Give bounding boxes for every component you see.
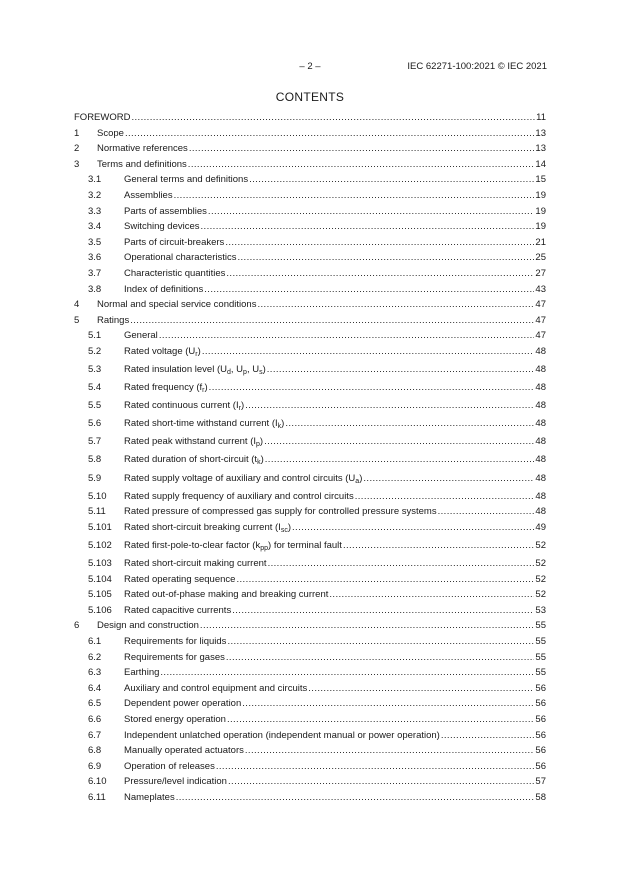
toc-title-part: Index of definitions [124, 283, 204, 295]
toc-entry-title [124, 652, 225, 663]
toc-title-part: ) for terminal fault [268, 539, 342, 551]
toc-leader-dots [227, 714, 534, 725]
toc-entry-title [124, 252, 236, 263]
toc-entry-page: 14 [535, 158, 546, 170]
toc-title-part: ) [204, 382, 208, 394]
toc-leader-dots [363, 473, 534, 484]
standard-reference: IEC 62271-100:2021 © IEC 2021 [407, 61, 547, 72]
toc-entry-title [124, 605, 231, 616]
toc-entry-page: 55 [535, 651, 546, 663]
toc-entry[interactable] [74, 667, 546, 683]
toc-leader-dots [237, 252, 534, 263]
toc-entry[interactable] [74, 636, 546, 652]
toc-entry[interactable] [74, 364, 546, 382]
toc-entry-number: 1 [74, 127, 80, 139]
toc-entry[interactable] [74, 221, 546, 237]
toc-title-part: Nameplates [124, 791, 175, 803]
toc-entry-page: 55 [535, 667, 546, 679]
toc-entry-title [124, 268, 225, 279]
toc-entry-title [124, 745, 244, 756]
toc-entry-page: 55 [535, 620, 546, 632]
toc-entry[interactable] [74, 268, 546, 284]
toc-entry-page: 27 [535, 267, 546, 279]
toc-entry-title [124, 418, 284, 430]
toc-title-part: Rated continuous current (I [124, 400, 239, 412]
toc-title-part: Ratings [97, 314, 130, 326]
toc-leader-dots [285, 418, 534, 429]
toc-entry-page: 47 [535, 330, 546, 342]
toc-entry-page: 52 [535, 558, 546, 570]
toc-entry[interactable] [74, 382, 546, 400]
toc-entry-page: 13 [535, 127, 546, 139]
toc-title-part: Rated operating sequence [124, 573, 236, 585]
toc-leader-dots [308, 683, 534, 694]
toc-entry-page: 48 [535, 364, 546, 375]
toc-entry-number: 6.8 [88, 745, 102, 757]
toc-entry-number: 3.6 [88, 252, 102, 264]
toc-symbol-subscript: a [355, 477, 360, 485]
toc-entry[interactable] [74, 792, 546, 808]
toc-leader-dots [188, 159, 535, 170]
toc-title-part: Switching devices [124, 221, 200, 233]
toc-entry-title [124, 473, 362, 485]
toc-entry-title [124, 730, 440, 741]
toc-title-part: Operation of releases [124, 760, 215, 772]
toc-title-part: ) [240, 400, 245, 412]
toc-entry[interactable] [74, 112, 546, 128]
toc-title-part: ) [281, 418, 285, 430]
toc-entry[interactable] [74, 683, 546, 699]
toc-leader-dots [226, 652, 535, 663]
toc-entry[interactable] [74, 400, 546, 418]
toc-entry-page: 58 [535, 791, 546, 803]
toc-entry[interactable] [74, 714, 546, 730]
toc-entry-number: 3.8 [88, 283, 102, 295]
toc-leader-dots [245, 745, 535, 756]
toc-title-part: Rated pressure of compressed gas supply for controlled pressure systems [124, 506, 437, 518]
toc-entry-number: 4 [74, 299, 80, 311]
toc-symbol-subscript: p [243, 369, 247, 376]
toc-entry-title [124, 454, 264, 466]
toc-entry-title [97, 620, 199, 631]
toc-entry-number: 3 [74, 158, 80, 170]
toc-leader-dots [232, 605, 534, 616]
toc-leader-dots [209, 382, 535, 393]
toc-title-part: Rated supply frequency of auxiliary and control circuits [124, 490, 354, 502]
toc-title-part: ) [359, 472, 363, 484]
toc-entry-number: 6.11 [88, 791, 106, 803]
toc-entry-page: 49 [535, 521, 546, 533]
toc-entry[interactable] [74, 436, 546, 454]
toc-entry-page: 52 [535, 539, 546, 551]
toc-title-part: Parts of assemblies [124, 205, 207, 217]
toc-entry-page: 15 [535, 174, 546, 186]
toc-entry-number: 3.2 [88, 189, 102, 201]
toc-entry[interactable] [74, 652, 546, 668]
toc-entry-number: 5.5 [88, 400, 102, 412]
toc-entry-page: 55 [535, 636, 546, 647]
contents-title: CONTENTS [275, 90, 345, 104]
toc-entry-number: 3.7 [88, 267, 102, 279]
toc-title-part: Requirements for liquids [124, 636, 227, 647]
toc-entry[interactable] [74, 128, 546, 144]
toc-entry[interactable] [74, 730, 546, 746]
toc-entry[interactable] [74, 574, 546, 590]
toc-title-part: ) [259, 436, 264, 448]
toc-title-part: Rated insulation level (U [124, 364, 227, 375]
toc-leader-dots [200, 620, 535, 631]
toc-entry[interactable] [74, 315, 546, 331]
toc-entry[interactable] [74, 299, 546, 315]
toc-leader-dots [159, 330, 535, 341]
toc-leader-dots [343, 540, 534, 551]
toc-entry-number: 5.4 [88, 382, 102, 394]
toc-entry-page: 48 [535, 490, 546, 502]
toc-entry-title [124, 364, 266, 376]
toc-entry-number: 5 [74, 314, 80, 326]
toc-entry-title [97, 128, 124, 139]
toc-entry-title [124, 667, 159, 678]
toc-leader-dots [228, 776, 534, 787]
toc-leader-dots [189, 143, 535, 154]
toc-entry-title [97, 299, 256, 310]
toc-entry-title [124, 636, 226, 647]
toc-entry-number: 6.10 [88, 776, 107, 788]
toc-leader-dots [202, 346, 535, 357]
toc-entry-page: 56 [535, 713, 546, 725]
toc-leader-dots [226, 268, 534, 279]
toc-entry-number: 5.2 [88, 345, 102, 357]
toc-leader-dots [265, 454, 535, 465]
toc-title-part: Rated voltage (U [124, 345, 196, 357]
toc-title-part: ) [197, 345, 201, 357]
toc-entry-page: 56 [535, 745, 546, 757]
toc-title-part: General terms and definitions [124, 174, 249, 186]
toc-entry-number: 3.5 [88, 236, 102, 248]
toc-leader-dots [227, 636, 534, 647]
toc-title-part: Design and construction [97, 620, 199, 632]
toc-entry-title [124, 284, 203, 295]
toc-leader-dots [441, 730, 535, 741]
toc-entry-title [124, 174, 248, 185]
toc-title-part: Rated capacitive currents [124, 604, 232, 616]
toc-entry-title [124, 382, 208, 394]
toc-title-part: Independent unlatched operation (independent manual or power operation) [124, 729, 440, 741]
toc-entry-number: 5.9 [88, 472, 102, 484]
toc-title-part: General [124, 330, 158, 342]
toc-entry[interactable] [74, 776, 546, 792]
toc-title-part: Manually operated actuators [124, 745, 244, 757]
toc-entry-number: 3.3 [88, 205, 102, 217]
toc-leader-dots [236, 574, 534, 585]
toc-entry-page: 19 [535, 205, 546, 217]
toc-symbol-subscript: k [257, 459, 261, 467]
toc-entry-number: 5.101 [88, 521, 112, 533]
toc-symbol-subscript: r [202, 387, 205, 395]
toc-entry-title [124, 574, 235, 585]
toc-title-part: Rated first-pole-to-clear factor (k [124, 539, 261, 551]
toc-entry-number: 6.9 [88, 760, 102, 772]
toc-entry-title [124, 683, 307, 694]
toc-entry-number: 3.1 [88, 174, 102, 186]
toc-entry[interactable] [74, 284, 546, 300]
toc-entry-number: 5.8 [88, 454, 102, 466]
toc-entry-title [124, 491, 354, 502]
toc-entry-page: 13 [535, 143, 546, 155]
toc-entry-title [124, 776, 227, 787]
toc-title-part: Rated short-circuit making current [124, 558, 267, 570]
toc-title-part: Parts of circuit-breakers [124, 236, 225, 248]
toc-entry-number: 5.1 [88, 330, 102, 342]
toc-title-part: Scope [97, 127, 124, 139]
toc-entry[interactable] [74, 159, 546, 175]
toc-leader-dots [216, 761, 535, 772]
table-of-contents [74, 112, 546, 808]
toc-leader-dots [267, 364, 535, 375]
toc-entry-page: 56 [535, 729, 546, 741]
toc-entry-page: 48 [535, 400, 546, 412]
toc-entry-page: 47 [535, 299, 546, 311]
toc-leader-dots [257, 299, 534, 310]
toc-entry-title [124, 714, 226, 725]
toc-entry-title [124, 522, 291, 534]
toc-entry[interactable] [74, 454, 546, 472]
page-number: – 2 – [299, 61, 321, 72]
toc-entry[interactable] [74, 174, 546, 190]
toc-leader-dots [204, 284, 534, 295]
toc-leader-dots [245, 400, 534, 411]
toc-entry-number: 6 [74, 620, 80, 632]
toc-title-part: Stored energy operation [124, 713, 226, 725]
toc-title-part: Rated short-time withstand current (I [124, 418, 278, 430]
toc-entry-title [74, 112, 130, 123]
toc-entry-number: 2 [74, 143, 80, 155]
toc-entry-page: 57 [535, 776, 546, 788]
page-header [0, 61, 620, 75]
toc-title-part: Terms and definitions [97, 158, 187, 170]
toc-entry-page: 48 [535, 506, 546, 518]
toc-leader-dots [264, 436, 534, 447]
toc-entry-page: 48 [535, 418, 546, 430]
toc-symbol-subscript: sc [280, 526, 288, 534]
toc-title-part: FOREWORD [74, 112, 131, 123]
toc-leader-dots [208, 206, 535, 217]
toc-entry-page: 11 [536, 112, 546, 123]
toc-entry-number: 5.3 [88, 364, 102, 375]
toc-title-part: Rated out-of-phase making and breaking current [124, 589, 329, 601]
toc-entry-page: 48 [535, 382, 546, 394]
toc-entry-page: 52 [535, 589, 546, 601]
toc-leader-dots [438, 506, 535, 517]
toc-entry-number: 3.4 [88, 221, 102, 233]
toc-leader-dots [329, 589, 534, 600]
toc-entry-title [124, 589, 328, 600]
toc-entry[interactable] [74, 506, 546, 522]
toc-entry[interactable] [74, 418, 546, 436]
toc-title-part: Rated frequency (f [124, 382, 203, 394]
toc-leader-dots [268, 558, 535, 569]
toc-leader-dots [176, 792, 535, 803]
toc-entry-number: 5.6 [88, 418, 102, 430]
toc-entry-page: 19 [535, 189, 546, 201]
toc-entry-title [124, 436, 263, 448]
toc-entry-page: 48 [535, 472, 546, 484]
toc-entry-title [97, 159, 187, 170]
toc-entry-title [124, 540, 342, 552]
toc-symbol-subscript: r [195, 350, 198, 358]
toc-entry-number: 5.11 [88, 506, 106, 518]
toc-entry[interactable] [74, 237, 546, 253]
toc-entry-number: 5.7 [88, 436, 102, 448]
toc-entry-number: 6.7 [88, 729, 102, 741]
toc-entry-title [97, 143, 188, 154]
toc-entry-page: 43 [535, 283, 546, 295]
toc-entry-number: 5.104 [88, 573, 112, 585]
toc-entry-number: 5.103 [88, 558, 112, 570]
toc-entry-page: 53 [535, 604, 546, 616]
toc-entry-title [124, 330, 158, 341]
toc-title-part: Pressure/level indication [124, 776, 227, 788]
toc-leader-dots [160, 667, 534, 678]
toc-title-part: Rated duration of short-circuit (t [124, 454, 258, 466]
toc-leader-dots [225, 237, 534, 248]
toc-entry-number: 5.102 [88, 539, 112, 551]
toc-entry-title [124, 346, 201, 358]
toc-symbol-subscript: k [277, 423, 282, 431]
toc-title-part: Rated supply voltage of auxiliary and control circuits (U [124, 472, 356, 484]
toc-entry-number: 6.5 [88, 698, 102, 710]
toc-entry[interactable] [74, 206, 546, 222]
toc-entry[interactable] [74, 540, 546, 558]
toc-entry-page: 48 [535, 454, 546, 466]
toc-leader-dots [131, 112, 535, 123]
toc-entry[interactable] [74, 143, 546, 159]
toc-title-part: Earthing [124, 667, 160, 679]
toc-title-part: , U [230, 364, 244, 375]
toc-leader-dots [242, 698, 534, 709]
toc-title-part: Normative references [97, 143, 188, 155]
toc-entry[interactable] [74, 698, 546, 714]
toc-leader-dots [125, 128, 534, 139]
toc-entry[interactable] [74, 330, 546, 346]
toc-leader-dots [130, 315, 534, 326]
toc-entry-number: 5.105 [88, 589, 112, 601]
toc-entry-page: 56 [535, 698, 546, 710]
toc-title-part: ) [287, 521, 291, 533]
toc-symbol-subscript: s [259, 369, 263, 376]
toc-entry-number: 6.2 [88, 651, 102, 663]
toc-entry-number: 6.4 [88, 682, 102, 694]
toc-entry-number: 6.6 [88, 713, 102, 725]
toc-entry-page: 47 [535, 314, 546, 326]
toc-entry-title [124, 221, 200, 232]
toc-entry[interactable] [74, 620, 546, 636]
toc-entry-page: 56 [535, 682, 546, 694]
toc-title-part: Dependent power operation [124, 698, 242, 710]
toc-leader-dots [249, 174, 534, 185]
toc-title-part: , U [246, 364, 260, 375]
toc-entry[interactable] [74, 522, 546, 540]
toc-entry-page: 25 [535, 252, 546, 264]
toc-entry[interactable] [74, 589, 546, 605]
toc-entry[interactable] [74, 190, 546, 206]
toc-entry-title [124, 761, 215, 772]
toc-title-part: Rated short-circuit breaking current (I [124, 521, 281, 533]
toc-entry-title [124, 698, 241, 709]
toc-entry[interactable] [74, 605, 546, 621]
toc-entry-title [124, 237, 224, 248]
toc-entry-title [124, 558, 267, 569]
toc-entry-page: 19 [535, 221, 546, 233]
toc-entry-page: 56 [535, 760, 546, 772]
toc-entry[interactable] [74, 346, 546, 364]
toc-symbol-subscript: p [256, 441, 260, 449]
toc-entry-title [97, 315, 129, 326]
toc-entry-page: 21 [535, 236, 546, 248]
toc-entry-page: 48 [535, 436, 546, 448]
toc-entry-number: 5.10 [88, 490, 107, 502]
toc-title-part: Assemblies [124, 189, 173, 201]
toc-leader-dots [201, 221, 535, 232]
toc-entry[interactable] [74, 473, 546, 491]
toc-symbol-subscript: r [238, 405, 241, 413]
toc-entry-page: 48 [535, 345, 546, 357]
toc-entry[interactable] [74, 558, 546, 574]
toc-entry-number: 5.106 [88, 604, 112, 616]
toc-entry[interactable] [74, 491, 546, 507]
toc-title-part: Requirements for gases [124, 651, 225, 663]
toc-entry-number: 6.3 [88, 667, 102, 679]
toc-symbol-subscript: d [226, 369, 231, 376]
toc-entry-title [124, 206, 207, 217]
toc-entry-number: 6.1 [88, 636, 102, 647]
toc-entry-title [124, 506, 437, 517]
toc-entry[interactable] [74, 252, 546, 268]
toc-leader-dots [355, 491, 535, 502]
toc-entry-title [124, 190, 173, 201]
toc-leader-dots [292, 522, 534, 533]
toc-title-part: Operational characteristics [124, 252, 237, 264]
toc-title-part: Normal and special service conditions [97, 299, 257, 311]
toc-symbol-subscript: pp [260, 544, 269, 552]
toc-entry-title [124, 792, 175, 803]
toc-entry[interactable] [74, 761, 546, 777]
toc-entry-page: 52 [535, 573, 546, 585]
toc-leader-dots [174, 190, 535, 201]
toc-title-part: Characteristic quantities [124, 267, 226, 279]
toc-title-part: ) [262, 364, 266, 375]
toc-title-part: ) [260, 454, 264, 466]
toc-entry[interactable] [74, 745, 546, 761]
toc-entry-title [124, 400, 244, 412]
toc-title-part: Rated peak withstand current (I [124, 436, 257, 448]
toc-title-part: Auxiliary and control equipment and circuits [124, 682, 308, 694]
